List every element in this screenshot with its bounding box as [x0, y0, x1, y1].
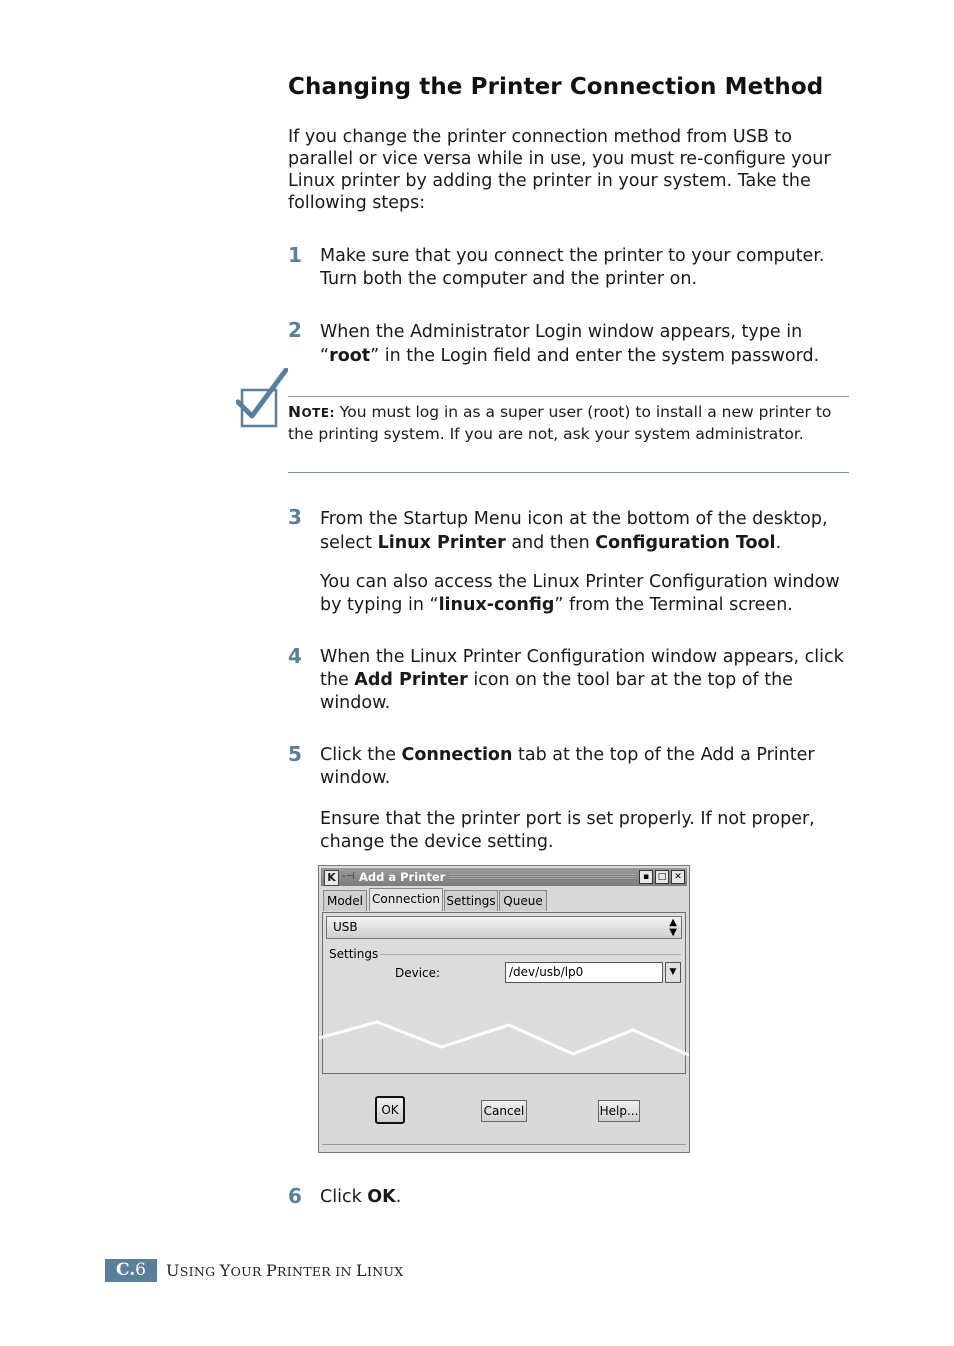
device-dropdown-icon[interactable]: ▼ [665, 962, 681, 983]
checkmark-note-icon [236, 368, 288, 430]
ok-button[interactable]: OK [375, 1096, 405, 1124]
step-subtext: You can also access the Linux Printer Configuration window by typing in “linux-config” from the Terminal screen. [320, 572, 840, 615]
page-title: Changing the Printer Connection Method [288, 74, 824, 100]
step-number: 2 [288, 318, 302, 342]
note-top-rule [288, 396, 849, 397]
note-label: NOTE: [288, 403, 335, 421]
pin-icon[interactable]: -⊣ [342, 871, 355, 882]
note-bottom-rule [288, 472, 849, 473]
page-number-badge: C.6 [105, 1259, 157, 1282]
note-block [288, 402, 849, 444]
kde-menu-icon[interactable]: K [324, 870, 339, 886]
updown-arrow-icon: ▲ ▼ [669, 917, 677, 938]
cancel-button[interactable]: Cancel [481, 1100, 527, 1122]
step-text: Click OK. [320, 1187, 402, 1207]
step-number: 4 [288, 644, 302, 668]
step-subtext: Ensure that the printer port is set properly. If not proper, change the device setting. [320, 809, 815, 852]
window-bottom-edge [322, 1144, 686, 1151]
step-text: Make sure that you connect the printer to your computer. Turn both the computer and the printer on. [320, 246, 825, 289]
window-title: Add a Printer [359, 870, 446, 884]
device-label: Device: [395, 966, 441, 980]
add-printer-window [318, 865, 690, 1153]
dialog-button-row [319, 1088, 689, 1128]
connection-type-select[interactable]: USB ▲ ▼ [326, 916, 682, 939]
intro-paragraph: If you change the printer connection method from USB to parallel or vice versa while in use, you must re-configure your Linux printer by adding the printer in your system. Take the following steps: [288, 127, 831, 213]
tab-queue[interactable]: Queue [499, 890, 547, 911]
step-text: When the Administrator Login window appears, type in “root” in the Login field and enter the system password. [320, 322, 820, 366]
close-icon[interactable]: ✕ [671, 870, 685, 884]
tab-connection[interactable]: Connection [369, 888, 443, 911]
device-input[interactable]: /dev/usb/lp0 [505, 962, 663, 983]
settings-group-label: Settings [329, 947, 379, 961]
tab-settings[interactable]: Settings [444, 890, 498, 911]
maximize-icon[interactable]: □ [655, 870, 669, 884]
step-number: 1 [288, 243, 302, 267]
step-text: From the Startup Menu icon at the bottom of the desktop, select Linux Printer and then Configuration Tool. [320, 509, 828, 553]
minimize-icon[interactable]: ▪ [639, 870, 653, 884]
step-text: Click the Connection tab at the top of the Add a Printer window. [320, 745, 815, 788]
step-number: 5 [288, 742, 302, 766]
step-number: 6 [288, 1184, 302, 1208]
running-footer-title: USING YOUR PRINTER IN LINUX [166, 1261, 404, 1280]
help-button[interactable]: Help... [598, 1100, 640, 1122]
step-number: 3 [288, 505, 302, 529]
note-text: You must log in as a super user (root) to install a new printer to the printing system. If you are not, ask your system administrator. [288, 403, 832, 443]
tab-model[interactable]: Model [323, 890, 367, 911]
step-text: When the Linux Printer Configuration window appears, click the Add Printer icon on the tool bar at the top of the window. [320, 647, 844, 713]
